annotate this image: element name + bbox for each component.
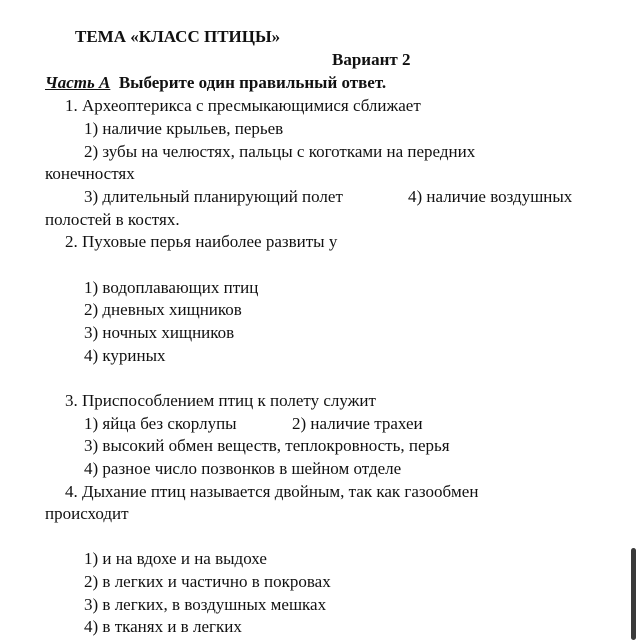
topic-title: ТЕМА «КЛАСС ПТИЦЫ» bbox=[75, 27, 281, 46]
vertical-scrollbar-thumb[interactable] bbox=[631, 548, 636, 640]
q2-answer-4: 4) куриных bbox=[84, 346, 166, 365]
question-1-text: 1. Археоптерикса с пресмыкающимися сближает bbox=[65, 96, 421, 115]
q4-answer-4: 4) в тканях и в легких bbox=[84, 617, 242, 636]
q3-answer-2: 2) наличие трахеи bbox=[292, 414, 423, 433]
q2-answer-3: 3) ночных хищников bbox=[84, 323, 235, 342]
q4-answer-1: 1) и на вдохе и на выдохе bbox=[84, 549, 267, 568]
variant-label: Вариант 2 bbox=[332, 50, 411, 69]
question-2-text: 2. Пуховые перья наиболее развиты у bbox=[65, 232, 338, 251]
q1-answer-4-cont: полостей в костях. bbox=[45, 210, 180, 229]
part-label: Часть А bbox=[45, 73, 111, 92]
q1-answer-4: 4) наличие воздушных bbox=[408, 187, 573, 206]
q4-answer-2: 2) в легких и частично в покровах bbox=[84, 572, 331, 591]
question-4-text-cont: происходит bbox=[45, 504, 129, 523]
q4-answer-3: 3) в легких, в воздушных мешках bbox=[84, 595, 327, 614]
q3-answer-1: 1) яйца без скорлупы bbox=[84, 414, 237, 433]
question-4-text: 4. Дыхание птиц называется двойным, так как газообмен bbox=[65, 482, 479, 501]
q2-answer-2: 2) дневных хищников bbox=[84, 300, 242, 319]
part-header bbox=[45, 72, 386, 95]
q1-answer-2-cont: конечностях bbox=[45, 164, 135, 183]
part-instruction: Выберите один правильный ответ. bbox=[118, 73, 387, 92]
q1-answer-2: 2) зубы на челюстях, пальцы с коготками на передних bbox=[84, 142, 476, 161]
q1-answer-1: 1) наличие крыльев, перьев bbox=[84, 119, 284, 138]
q1-answer-3: 3) длительный планирующий полет bbox=[84, 187, 343, 206]
q2-answer-1: 1) водоплавающих птиц bbox=[84, 278, 259, 297]
question-3-text: 3. Приспособлением птиц к полету служит bbox=[65, 391, 376, 410]
q3-answer-4: 4) разное число позвонков в шейном отделе bbox=[84, 459, 402, 478]
q3-answer-3: 3) высокий обмен веществ, теплокровность, перья bbox=[84, 436, 450, 455]
